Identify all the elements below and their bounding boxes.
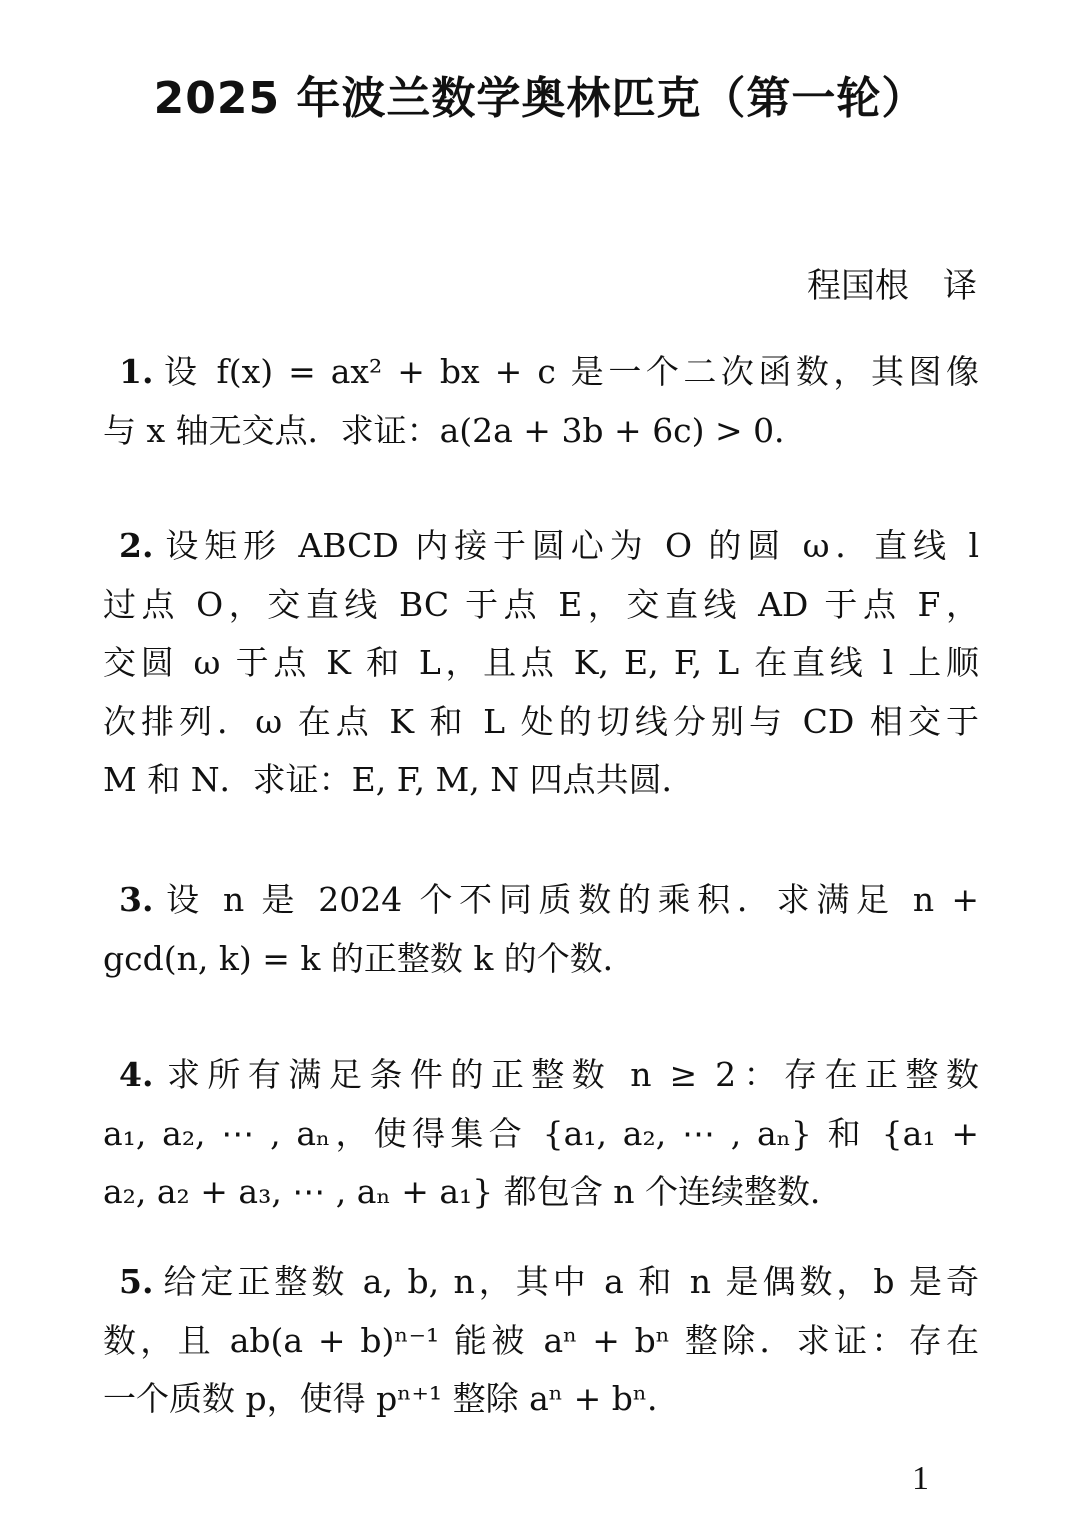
translator-name: 程国根 xyxy=(807,266,909,306)
problem-2 xyxy=(103,517,979,810)
translator-credit xyxy=(807,258,977,307)
page-number: 1 xyxy=(912,1460,929,1497)
problem-line: 次排列．ω 在点 K 和 L 处的切线分别与 CD 相交于 xyxy=(103,701,979,741)
document-title: 2025 年波兰数学奥林匹克（第一轮） xyxy=(153,73,927,124)
problem-text: 设 f(x) = ax² + bx + c 是一个二次函数，其图像 xyxy=(159,352,979,391)
problem-line: a₁, a₂, ⋯ , aₙ，使得集合 {a₁, a₂, ⋯ , aₙ} 和 {a₁ + xyxy=(103,1113,979,1153)
problem-line: a₂, a₂ + a₃, ⋯ , aₙ + a₁} 都包含 n 个连续整数． xyxy=(103,1172,843,1211)
problem-line xyxy=(103,517,979,576)
problem-text: 给定正整数 a, b, n，其中 a 和 n 是偶数，b 是奇 xyxy=(159,1262,979,1301)
problem-number: 4. xyxy=(119,1055,154,1094)
problem-number: 1. xyxy=(119,352,154,391)
problem-1 xyxy=(103,343,979,460)
problem-line xyxy=(103,1253,979,1312)
problem-number: 3. xyxy=(119,880,154,919)
problem-line xyxy=(103,871,979,930)
problem-number: 2. xyxy=(119,526,154,565)
problem-line xyxy=(103,1046,979,1105)
problem-4 xyxy=(103,1046,979,1222)
problem-line: M 和 N．求证：E, F, M, N 四点共圆． xyxy=(103,760,695,799)
problem-line: 数，且 ab(a + b)ⁿ⁻¹ 能被 aⁿ + bⁿ 整除．求证：存在 xyxy=(103,1320,979,1360)
translator-role: 译 xyxy=(943,266,977,306)
problem-line: 与 x 轴无交点．求证：a(2a + 3b + 6c) > 0． xyxy=(103,410,808,450)
problem-line xyxy=(103,343,979,402)
problem-line: 过点 O，交直线 BC 于点 E，交直线 AD 于点 F， xyxy=(103,584,979,624)
problem-line: gcd(n, k) = k 的正整数 k 的个数． xyxy=(103,938,636,978)
problem-5 xyxy=(103,1253,979,1429)
problem-line: 一个质数 p，使得 pⁿ⁺¹ 整除 aⁿ + bⁿ． xyxy=(103,1379,681,1418)
problem-number: 5. xyxy=(119,1262,154,1301)
problem-3 xyxy=(103,871,979,988)
problem-line: 交圆 ω 于点 K 和 L，且点 K, E, F, L 在直线 l 上顺 xyxy=(103,643,979,682)
problem-text: 设矩形 ABCD 内接于圆心为 O 的圆 ω．直线 l xyxy=(159,526,979,565)
problem-text: 求所有满足条件的正整数 n ≥ 2：存在正整数 xyxy=(159,1055,979,1094)
problem-text: 设 n 是 2024 个不同质数的乘积．求满足 n + xyxy=(159,880,979,919)
